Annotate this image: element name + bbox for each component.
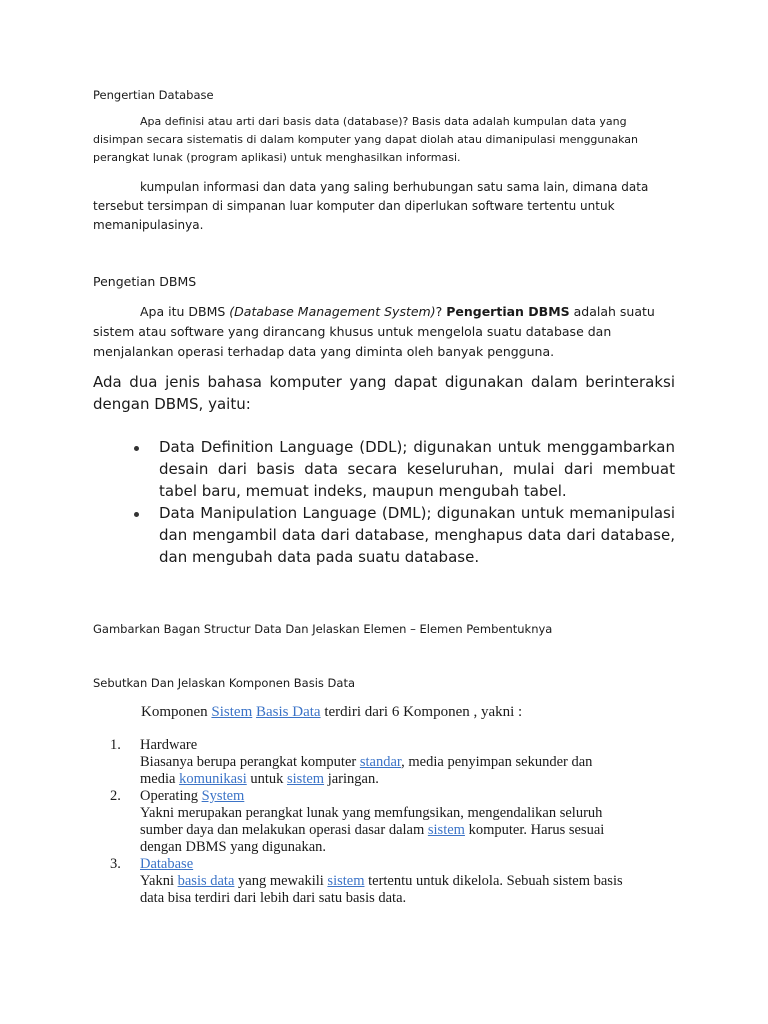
bullet-list-dbms-languages — [134, 436, 675, 568]
bullet-dot-icon — [134, 446, 139, 451]
heading-komponen-basis-data: Sebutkan Dan Jelaskan Komponen Basis Data — [93, 676, 355, 690]
link-sistem[interactable]: Sistem — [211, 704, 253, 720]
heading-bagan-struktur-data: Gambarkan Bagan Structur Data Dan Jelaskan Elemen – Elemen Pembentuknya — [93, 622, 553, 636]
paragraph-dbms-definition: Apa itu DBMS (Database Management System)? Pengertian DBMS adalah suatu sistem atau software yang dirancang khusus untuk mengelola suatu database dan menjalankan operasi terhadap data yang diminta oleh banyak pengguna. — [93, 304, 655, 359]
link-standar[interactable]: standar — [359, 754, 402, 770]
link-komunikasi[interactable]: komunikasi — [179, 771, 247, 787]
komponen-item-database: 3. Database Yakni basis data yang mewakili sistem tertentu untuk dikelola. Sebuah sistem basis data bisa terdiri dari lebih dari satu basis data. — [110, 856, 623, 906]
paragraph-database-definition: Apa definisi atau arti dari basis data (database)? Basis data adalah kumpulan data yang disimpan secara sistematis di dalam komputer yang dapat diolah atau dimanipulasi menggunakan perangkat lunak (program aplikasi) untuk menghasilkan informasi. — [93, 115, 638, 164]
link-system[interactable]: System — [201, 788, 245, 804]
bullet-item-dml: Data Manipulation Language (DML); digunakan untuk memanipulasi dan mengambil data dari database, menghapus data dari database, dan mengubah data pada suatu database. — [134, 502, 675, 568]
heading-pengetian-dbms: Pengetian DBMS — [93, 274, 197, 289]
link-sistem-jaringan[interactable]: sistem — [287, 771, 325, 787]
komponen-intro: Komponen Sistem Basis Data terdiri dari 6 Komponen , yakni : — [141, 704, 523, 720]
bullet-item-ddl: Data Definition Language (DDL); digunakan untuk menggambarkan desain dari basis data secara keseluruhan, mulai dari membuat tabel baru, memuat indeks, maupun mengubah tabel. — [134, 436, 675, 502]
link-sistem-komputer[interactable]: sistem — [427, 822, 465, 838]
link-sistem-item[interactable]: sistem — [327, 873, 365, 889]
paragraph-dbms-languages: Ada dua jenis bahasa komputer yang dapat digunakan dalam berinteraksi dengan DBMS, yaitu: — [93, 373, 675, 413]
link-basis-data[interactable]: Basis Data — [256, 704, 321, 720]
link-basis-data-item[interactable]: basis data — [177, 873, 235, 889]
komponen-item-operating-system: 2. Operating System Yakni merupakan perangkat lunak yang memfungsikan, mengendalikan seluruh sumber daya dan melakukan operasi dasar dalam sistem komputer. Harus sesuai dengan DBMS yang digunakan. — [110, 788, 605, 855]
heading-pengertian-database: Pengertian Database — [93, 88, 214, 102]
komponen-list — [110, 737, 670, 907]
komponen-item-hardware: 1. Hardware Biasanya berupa perangkat komputer standar, media penyimpan sekunder dan media komunikasi untuk sistem jaringan. — [110, 737, 593, 787]
bullet-dot-icon — [134, 512, 139, 517]
link-database[interactable]: Database — [140, 856, 194, 872]
paragraph-database-collection: kumpulan informasi dan data yang saling berhubungan satu sama lain, dimana data tersebut tersimpan di simpanan luar komputer dan diperlukan software tertentu untuk memanipulasinya. — [93, 180, 649, 232]
